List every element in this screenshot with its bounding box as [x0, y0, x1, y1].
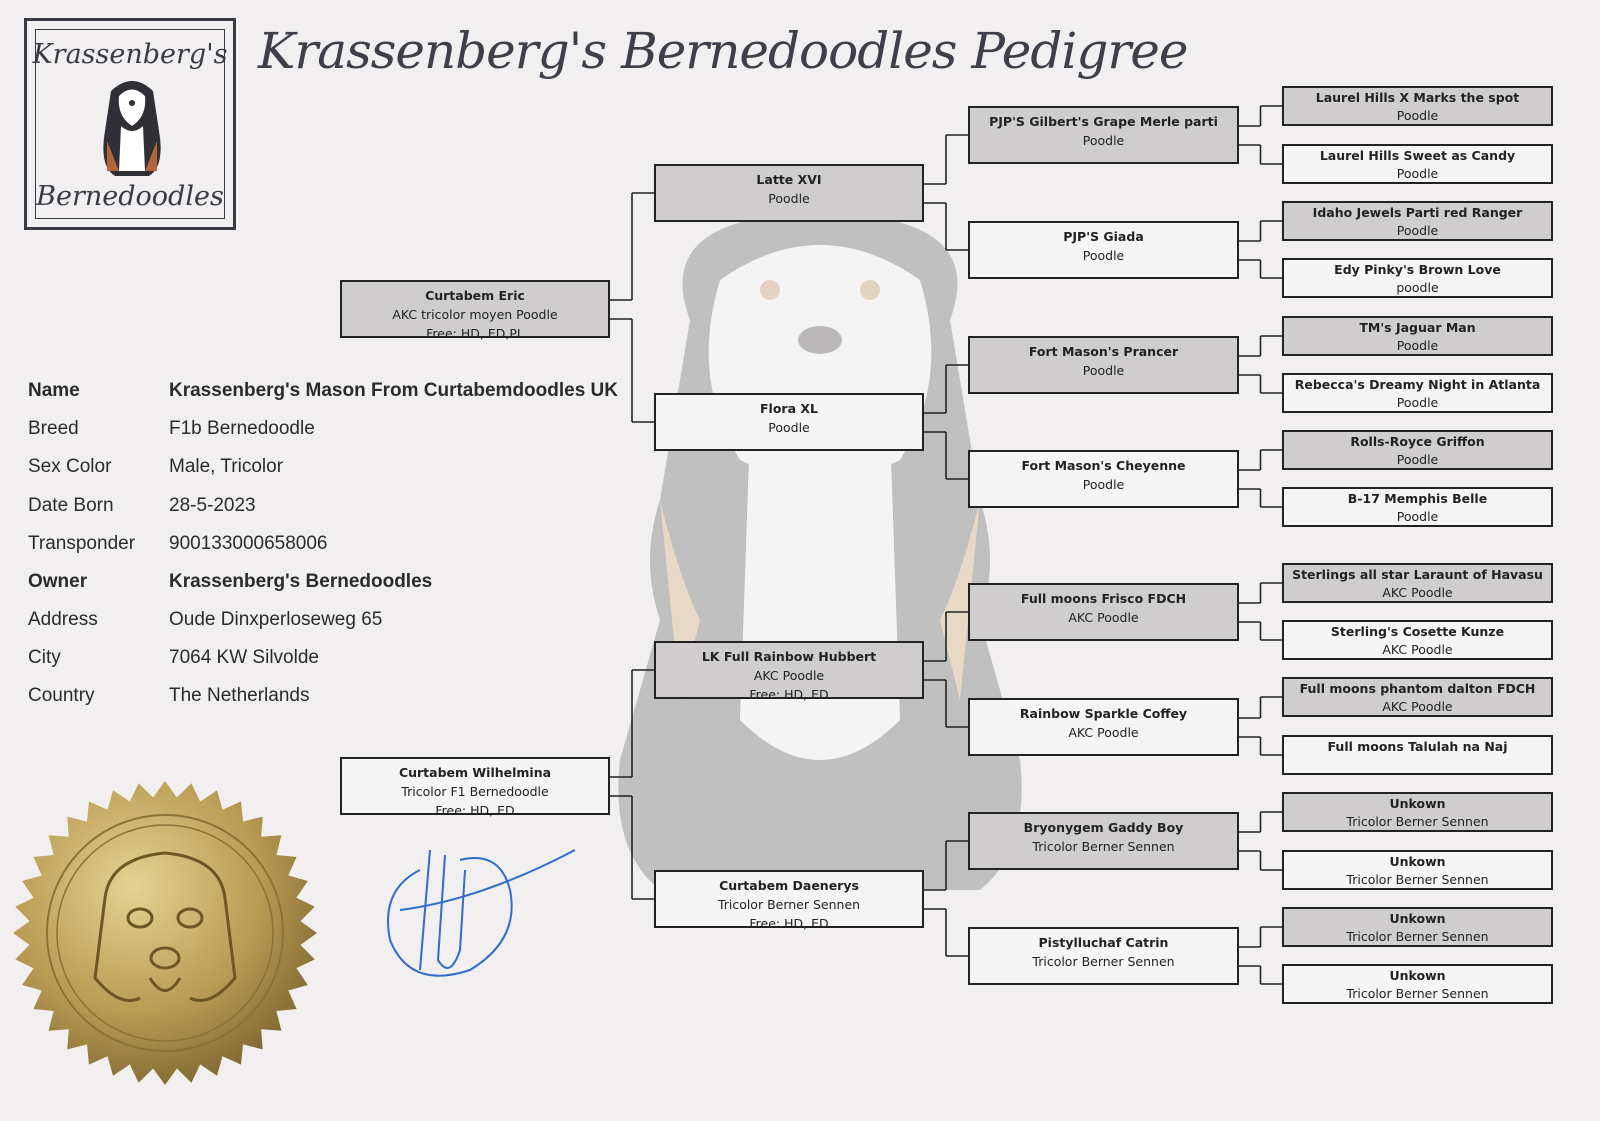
ancestor-detail: Free: HD, ED	[749, 916, 829, 931]
pedigree-box-g4-12	[1282, 792, 1553, 832]
ancestor-detail: Free: HD, ED	[435, 803, 515, 818]
pedigree-box-g4-7	[1282, 487, 1553, 527]
ancestor-detail: Free: HD, ED	[749, 687, 829, 702]
ancestor-detail: Poodle	[1082, 248, 1125, 263]
logo-text-bottom: Bernedoodles	[36, 181, 224, 212]
info-value: The Netherlands	[169, 685, 310, 706]
ancestor-name: Curtabem Wilhelmina	[398, 765, 552, 780]
ancestor-name: Rainbow Sparkle Coffey	[1019, 706, 1188, 721]
ancestor-name: Full moons Frisco FDCH	[1020, 591, 1187, 606]
ancestor-name: Laurel Hills Sweet as Candy	[1319, 148, 1516, 163]
ancestor-detail: AKC Poodle	[1382, 642, 1453, 657]
pedigree-box-g2-0	[654, 164, 924, 222]
logo-text-top: Krassenberg's	[32, 39, 228, 70]
ancestor-name: PJP'S Giada	[1063, 229, 1144, 244]
ancestor-name: Idaho Jewels Parti red Ranger	[1312, 205, 1523, 220]
ancestor-detail: AKC Poodle	[753, 668, 825, 683]
pedigree-box-g3-0	[968, 106, 1239, 164]
info-label: Name	[28, 380, 80, 401]
ancestor-detail: Tricolor Berner Sennen	[1346, 929, 1489, 944]
ancestor-name: Unkown	[1389, 968, 1446, 983]
ancestor-name: Unkown	[1389, 854, 1446, 869]
ancestor-detail: Poodle	[1396, 223, 1439, 238]
ancestor-detail: Tricolor F1 Bernedoodle	[401, 784, 549, 799]
pedigree-box-g4-4	[1282, 316, 1553, 356]
info-value: 900133000658006	[169, 533, 328, 554]
info-label: Country	[28, 685, 95, 706]
ancestor-detail: Poodle	[1396, 452, 1439, 467]
ancestor-name: Curtabem Eric	[425, 288, 525, 303]
ancestor-name: Sterlings all star Laraunt of Havasu	[1292, 567, 1543, 582]
pedigree-box-g4-1	[1282, 144, 1553, 184]
pedigree-box-g3-5	[968, 698, 1239, 756]
ancestor-name: Fort Mason's Prancer	[1028, 344, 1179, 359]
ancestor-detail: Tricolor Berner Sennen	[1032, 954, 1175, 969]
info-label: Transponder	[28, 533, 136, 554]
ancestor-detail: Poodle	[1396, 509, 1439, 524]
pedigree-box-g3-3	[968, 450, 1239, 508]
ancestor-name: Unkown	[1389, 796, 1446, 811]
pedigree-box-g4-13	[1282, 850, 1553, 890]
pedigree-box-g2-1	[654, 393, 924, 451]
ancestor-name: Rolls-Royce Griffon	[1350, 434, 1485, 449]
pedigree-box-g3-4	[968, 583, 1239, 641]
ancestor-detail: Poodle	[1396, 395, 1439, 410]
pedigree-box-g1-1	[340, 757, 610, 818]
info-value: F1b Bernedoodle	[169, 418, 315, 439]
ancestor-name: Edy Pinky's Brown Love	[1334, 262, 1501, 277]
handwritten-signature	[360, 830, 590, 990]
ancestor-name: LK Full Rainbow Hubbert	[701, 649, 877, 664]
ancestor-name: Unkown	[1389, 911, 1446, 926]
ancestor-name: Curtabem Daenerys	[719, 878, 859, 893]
ancestor-name: B-17 Memphis Belle	[1347, 491, 1488, 506]
ancestor-detail: Tricolor Berner Sennen	[1346, 872, 1489, 887]
gold-seal-image	[10, 778, 320, 1088]
info-label: Owner	[28, 571, 88, 592]
ancestor-name: PJP'S Gilbert's Grape Merle parti	[989, 114, 1218, 129]
pedigree-box-g4-14	[1282, 907, 1553, 947]
ancestor-name: Laurel Hills X Marks the spot	[1315, 90, 1520, 105]
ancestor-detail: AKC Poodle	[1068, 610, 1139, 625]
info-value: Male, Tricolor	[169, 456, 284, 477]
ancestor-detail: AKC Poodle	[1382, 699, 1453, 714]
ancestor-name: Pistylluchaf Catrin	[1038, 935, 1169, 950]
pedigree-box-g2-3	[654, 870, 924, 931]
pedigree-box-g3-7	[968, 927, 1239, 985]
ancestor-name: Sterling's Cosette Kunze	[1330, 624, 1505, 639]
ancestor-detail: Free: HD, ED,PL	[426, 326, 524, 341]
info-value: Oude Dinxperloseweg 65	[169, 609, 383, 630]
pedigree-box-g3-2	[968, 336, 1239, 394]
ancestor-name: Fort Mason's Cheyenne	[1021, 458, 1186, 473]
pedigree-box-g4-10	[1282, 677, 1553, 717]
pedigree-box-g4-3	[1282, 258, 1553, 298]
info-value: 28-5-2023	[169, 495, 256, 516]
pedigree-box-g2-2	[654, 641, 924, 702]
info-label: Sex Color	[28, 456, 112, 477]
ancestor-detail: AKC Poodle	[1382, 585, 1453, 600]
pedigree-box-g4-2	[1282, 201, 1553, 241]
ancestor-detail: Poodle	[1082, 477, 1125, 492]
info-label: Date Born	[28, 495, 114, 516]
info-value: 7064 KW Silvolde	[169, 647, 319, 668]
pedigree-box-g4-6	[1282, 430, 1553, 470]
ancestor-detail: Poodle	[768, 420, 810, 435]
info-label: City	[28, 647, 61, 668]
pedigree-box-g4-8	[1282, 563, 1553, 603]
ancestor-detail: Poodle	[1082, 363, 1125, 378]
ancestor-name: Flora XL	[760, 401, 818, 416]
ancestor-detail: Tricolor Berner Sennen	[717, 897, 861, 912]
pedigree-box-g4-11	[1282, 735, 1553, 775]
info-value: Krassenberg's Bernedoodles	[169, 571, 433, 592]
ancestor-detail: Poodle	[768, 191, 810, 206]
ancestor-detail: Poodle	[1396, 338, 1439, 353]
ancestor-detail: Poodle	[1082, 133, 1125, 148]
pedigree-box-g4-5	[1282, 373, 1553, 413]
ancestor-detail: AKC tricolor moyen Poodle	[392, 307, 558, 322]
pedigree-box-g4-0	[1282, 86, 1553, 126]
pedigree-box-g4-9	[1282, 620, 1553, 660]
pedigree-box-g3-1	[968, 221, 1239, 279]
ancestor-name: Full moons phantom dalton FDCH	[1299, 681, 1536, 696]
ancestor-name: Rebecca's Dreamy Night in Atlanta	[1294, 377, 1541, 392]
ancestor-detail: AKC Poodle	[1068, 725, 1139, 740]
ancestor-detail: Poodle	[1396, 108, 1439, 123]
ancestor-detail: Tricolor Berner Sennen	[1032, 839, 1175, 854]
ancestor-detail: Tricolor Berner Sennen	[1346, 986, 1489, 1001]
page-title: Krassenberg's Bernedoodles Pedigree	[258, 22, 1188, 80]
ancestor-detail: Tricolor Berner Sennen	[1346, 814, 1489, 829]
info-label: Address	[28, 609, 98, 630]
ancestor-name: Latte XVI	[756, 172, 822, 187]
ancestor-detail: poodle	[1396, 280, 1439, 295]
pedigree-box-g4-15	[1282, 964, 1553, 1004]
ancestor-detail: Poodle	[1396, 166, 1439, 181]
ancestor-name: Bryonygem Gaddy Boy	[1023, 820, 1184, 835]
ancestor-name: TM's Jaguar Man	[1359, 320, 1476, 335]
pedigree-box-g3-6	[968, 812, 1239, 870]
pedigree-box-g1-0	[340, 280, 610, 341]
info-value: Krassenberg's Mason From Curtabemdoodles UK	[169, 380, 618, 401]
ancestor-name: Full moons Talulah na Naj	[1327, 739, 1508, 754]
info-label: Breed	[28, 418, 79, 439]
